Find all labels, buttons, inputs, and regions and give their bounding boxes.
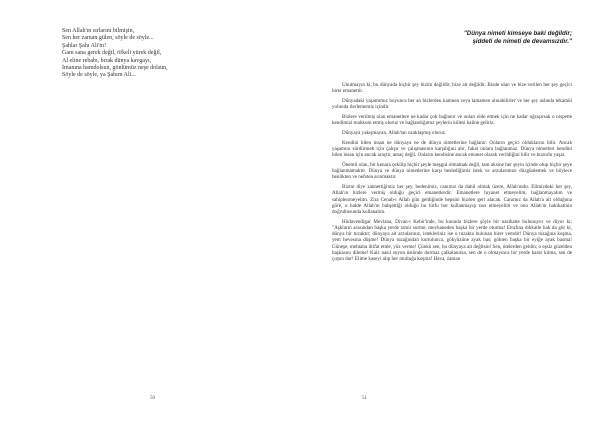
poem-line: Gam sana gerek değil, öfkeli yürek değil, bbox=[62, 50, 162, 57]
paragraph: Bizlere verilmiş olan emanetlere ne kadar çok bağlanır ve onları elde etmek için ne kadar uğraşırsak o nispette kendimizi mahkum etmiş oluruz ve bağlandığımız şeylerin kölesi haline geliriz. bbox=[332, 114, 572, 127]
poem-line: Al eline rebabı, bırak dünya kavgayı, bbox=[62, 57, 152, 64]
right-page bbox=[300, 0, 600, 424]
paragraph: Unutmayın ki, bu dünyada hiçbir şey bizim değildir, bize ait değildir. Bizde olan ve bize verilen her şey geçici birer emanettir. bbox=[332, 82, 572, 95]
poem-line: İmanına hamdolsun, gönlümüz neşe dolsun, bbox=[62, 65, 168, 72]
paragraph: Hüdavendigar Mevlana, Divan-ı Kebir'inde, bu konuda bizlere şöyle bir nasihatte bulunuyor ve diyor ki: "Aşkların arasından başka yerde izmir surme, meyhaneden başka bir yerde oturma! Etrafına dikkatle bak da gör ki, dünya bir tuzaktır; dünyaya ait arzularınız, istekleriniz ise o tuzakta bulunan birer yemdir! Dünya tuzağına koşma, yem hevesına düşme! Dünya tuzağından kurtulunca, gökyüzüne ayak bas; gökten başka bir eyiğe ayak basma! Güneşe, mehtaba iltifat etme, yüz verme! Çünkü sen, bu dünyaya ait değilsin! Sen, ötelerden geldin; o eşsiz güzelden başkasını dileme! Kaiz nasıl suyun üstünde durmaz çalkalanırsa, sen de o olmayınca bir yerde karar kılma, sen de çırpın dur! Elime kaseyi alıp her mutluğa koşma! Hava, zaman bbox=[332, 218, 572, 263]
paragraph: Dünyadaki yaşamımız boyunca her an bizlerden kamnen veya tamamen alınabilirler ve her şey aslında tekamül yolunda ilerlememiz içindir. bbox=[332, 98, 572, 111]
paragraph: Bizim diye zannettiğimiz her şey, bedenimiz, canımız da dahil olmak üzere, Allah'ındır. Elimizdeki her şey, Allah'ın bizlere vermiş olduğu geçici emanetlerdir. Emanetlere hıyanet etmeyelim, bağlanmayalım ve sahiplenmeyelim. Zira Cenab-ı Allah gün geldiğinde hepsini bizden geri alacak. Canımız da Allah'a ait olduğuna göre, o halde Allah'ın bahşettiği olduğu bu lütfu hor kullanmayıp razı etmeyelim ve onu Allah'ın hakikatinin doğrultusunda kullanalım. bbox=[332, 184, 572, 216]
poem-line: Söyle de söyle, ya Şahım Ali... bbox=[62, 72, 136, 79]
body-text bbox=[332, 82, 572, 266]
poem-line: Sen her zaman gülen, söyle de söyle... bbox=[62, 35, 154, 42]
poem-line: Şahlar Şahı Ali'm! bbox=[62, 42, 107, 49]
poem bbox=[62, 28, 262, 80]
paragraph: Dünyaya yakışmayan, Allah'tan uzaklaşmış oluruz. bbox=[342, 130, 447, 136]
paragraph: Kendini bilen insan ne dünyaya ne de dünya nimetlerine bağlanır. Onların geçici olduklarını bilir. Ancak yaşamını sürdürmek için çalışır ve çalışmasının karşılığını alır, fakat onlara bağlanmaz. Dünya nimetleri kendini bilen insan için ancak araçtır, amaç değil. Onların kendisine ancak emanet olarak verildiğini bilir ve huzurlu yaşar. bbox=[332, 139, 572, 159]
quote-line: şiddeti de nimeti de devamsızdır." bbox=[472, 37, 572, 45]
epigraph-quote bbox=[386, 30, 572, 45]
paragraph: Önemli olan, bir kenara çekilip hiçbir şeyle meşgul olmamak değil, tam aksine her şeyin içinde olup hiçbir şeye bağlanmamaktır. Dünya ve dünya nimetlerine karşı beslediğimiz istek ve arzularımızı düzgünlemek ve böylece benlikten ve nefsten arınmaktır. bbox=[332, 162, 572, 181]
quote-line: "Dünya nimeti kimseye baki değildir; bbox=[463, 30, 572, 37]
page-number-right: 51 bbox=[362, 396, 367, 401]
poem-line: Sen Allah'ın sırlarını bilmişin, bbox=[62, 28, 135, 34]
page-number-left: 50 bbox=[150, 396, 155, 401]
